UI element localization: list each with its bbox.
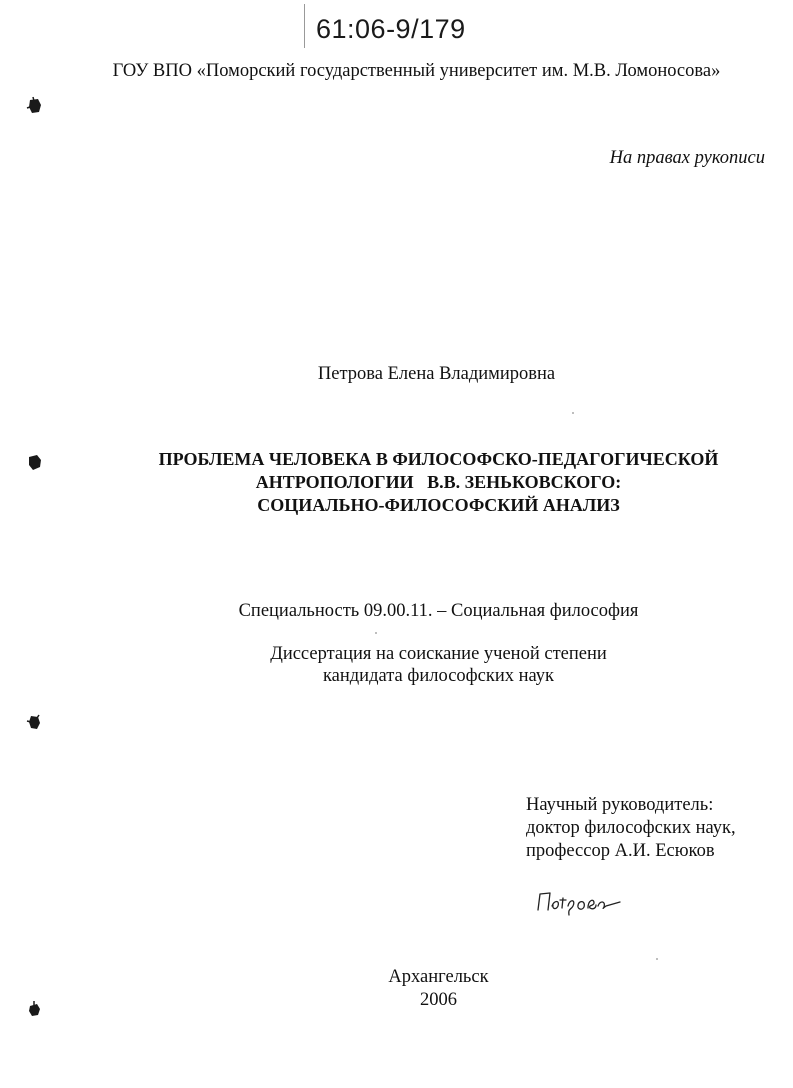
archive-number: 61:06-9/179 — [316, 14, 466, 44]
advisor-line: профессор А.И. Есюков — [526, 841, 715, 861]
scan-speck — [375, 632, 377, 634]
title-line: ПРОБЛЕМА ЧЕЛОВЕКА В ФИЛОСОФСКО-ПЕДАГОГИЧЕСКОЙ — [158, 449, 719, 469]
handwritten-signature — [530, 880, 630, 930]
degree-line: Диссертация на соискание ученой степени — [270, 644, 607, 664]
city: Архангельск — [388, 967, 489, 987]
scientific-advisor — [526, 794, 736, 863]
degree-line: кандидата философских наук — [322, 666, 555, 686]
title-line: АНТРОПОЛОГИИ В.В. ЗЕНЬКОВСКОГО: — [255, 472, 622, 492]
dissertation-title — [0, 448, 793, 517]
scan-speck — [656, 958, 658, 960]
punch-hole-mark-icon — [24, 96, 46, 118]
specialty: Специальность 09.00.11. – Социальная философия — [238, 601, 639, 621]
rights-note: На правах рукописи — [609, 148, 765, 168]
advisor-line: Научный руководитель: — [526, 795, 714, 815]
punch-hole-mark-icon — [24, 712, 46, 734]
year: 2006 — [420, 990, 457, 1010]
stamp-divider — [304, 4, 305, 48]
degree-statement — [0, 643, 793, 687]
author-name: Петрова Елена Владимировна — [317, 364, 556, 384]
city-and-year — [0, 966, 793, 1012]
institution-name: ГОУ ВПО «Поморский государственный университет им. М.В. Ломоносова» — [112, 61, 721, 81]
advisor-line: доктор философских наук, — [526, 818, 736, 838]
scan-speck — [572, 412, 574, 414]
title-line: СОЦИАЛЬНО-ФИЛОСОФСКИЙ АНАЛИЗ — [257, 495, 620, 515]
